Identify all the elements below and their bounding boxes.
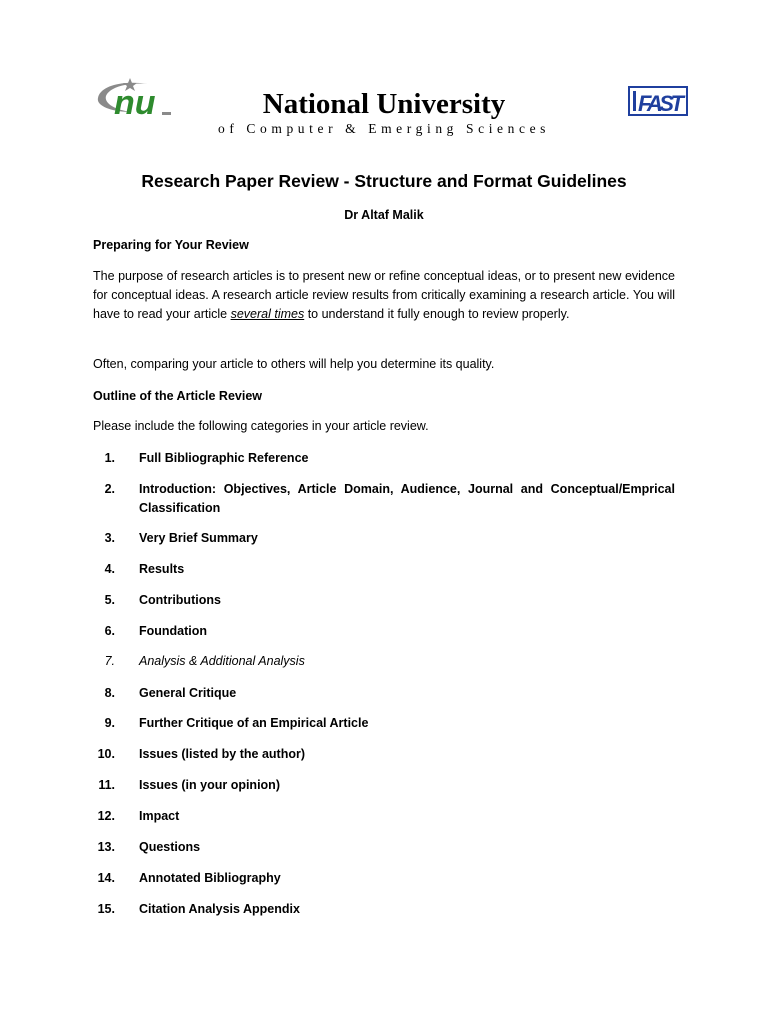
document-title: Research Paper Review - Structure and Format Guidelines: [141, 171, 627, 191]
section-heading-preparing: Preparing for Your Review: [93, 238, 249, 252]
list-item: 6. Foundation: [104, 624, 208, 638]
paragraph-comparing: Often, comparing your article to others will help you determine its quality.: [93, 357, 495, 371]
section-heading-outline: Outline of the Article Review: [93, 389, 263, 403]
nu-logo-text: nu: [114, 84, 156, 122]
list-item: 11. Issues (in your opinion): [98, 778, 280, 792]
author-name: Dr Altaf Malik: [344, 208, 424, 222]
paragraph-purpose-text-1: The purpose of research articles is to present new or refine conceptual ideas, or to present new evidence for conceptual ideas. A research article review results from critically examining a research article. You will have to read your article: [93, 269, 675, 321]
list-item: 7. Analysis & Additional Analysis: [104, 654, 305, 668]
paragraph-purpose-text-2: to understand it fully enough to review properly.: [304, 307, 570, 321]
list-item: 5. Contributions: [104, 593, 221, 607]
list-item: 10. Issues (listed by the author): [97, 747, 306, 761]
paragraph-include: Please include the following categories in your article review.: [93, 419, 429, 433]
fast-logo-text: FAST: [638, 91, 684, 116]
list-item: 14. Annotated Bibliography: [97, 871, 281, 885]
list-item: 9. Further Critique of an Empirical Article: [104, 716, 369, 730]
list-item: 13. Questions: [97, 840, 201, 854]
university-subtitle: of Computer & Emerging Sciences: [217, 121, 551, 136]
list-item: 3. Very Brief Summary: [104, 531, 258, 545]
list-item: 4. Results: [104, 562, 185, 576]
list-item: 15. Citation Analysis Appendix: [97, 902, 300, 916]
list-item: 1. Full Bibliographic Reference: [104, 451, 309, 465]
paragraph-purpose: [93, 267, 675, 324]
list-item: 8. General Critique: [104, 686, 237, 700]
paragraph-purpose-emphasis: several times: [230, 307, 305, 321]
list-item: 12. Impact: [97, 809, 180, 823]
fast-logo: [628, 86, 688, 116]
list-item: 2. Introduction: Objectives, Article Domain, Audience, Journal and Conceptual/Emprical Classification: [104, 482, 675, 515]
university-name: National University: [262, 88, 506, 120]
